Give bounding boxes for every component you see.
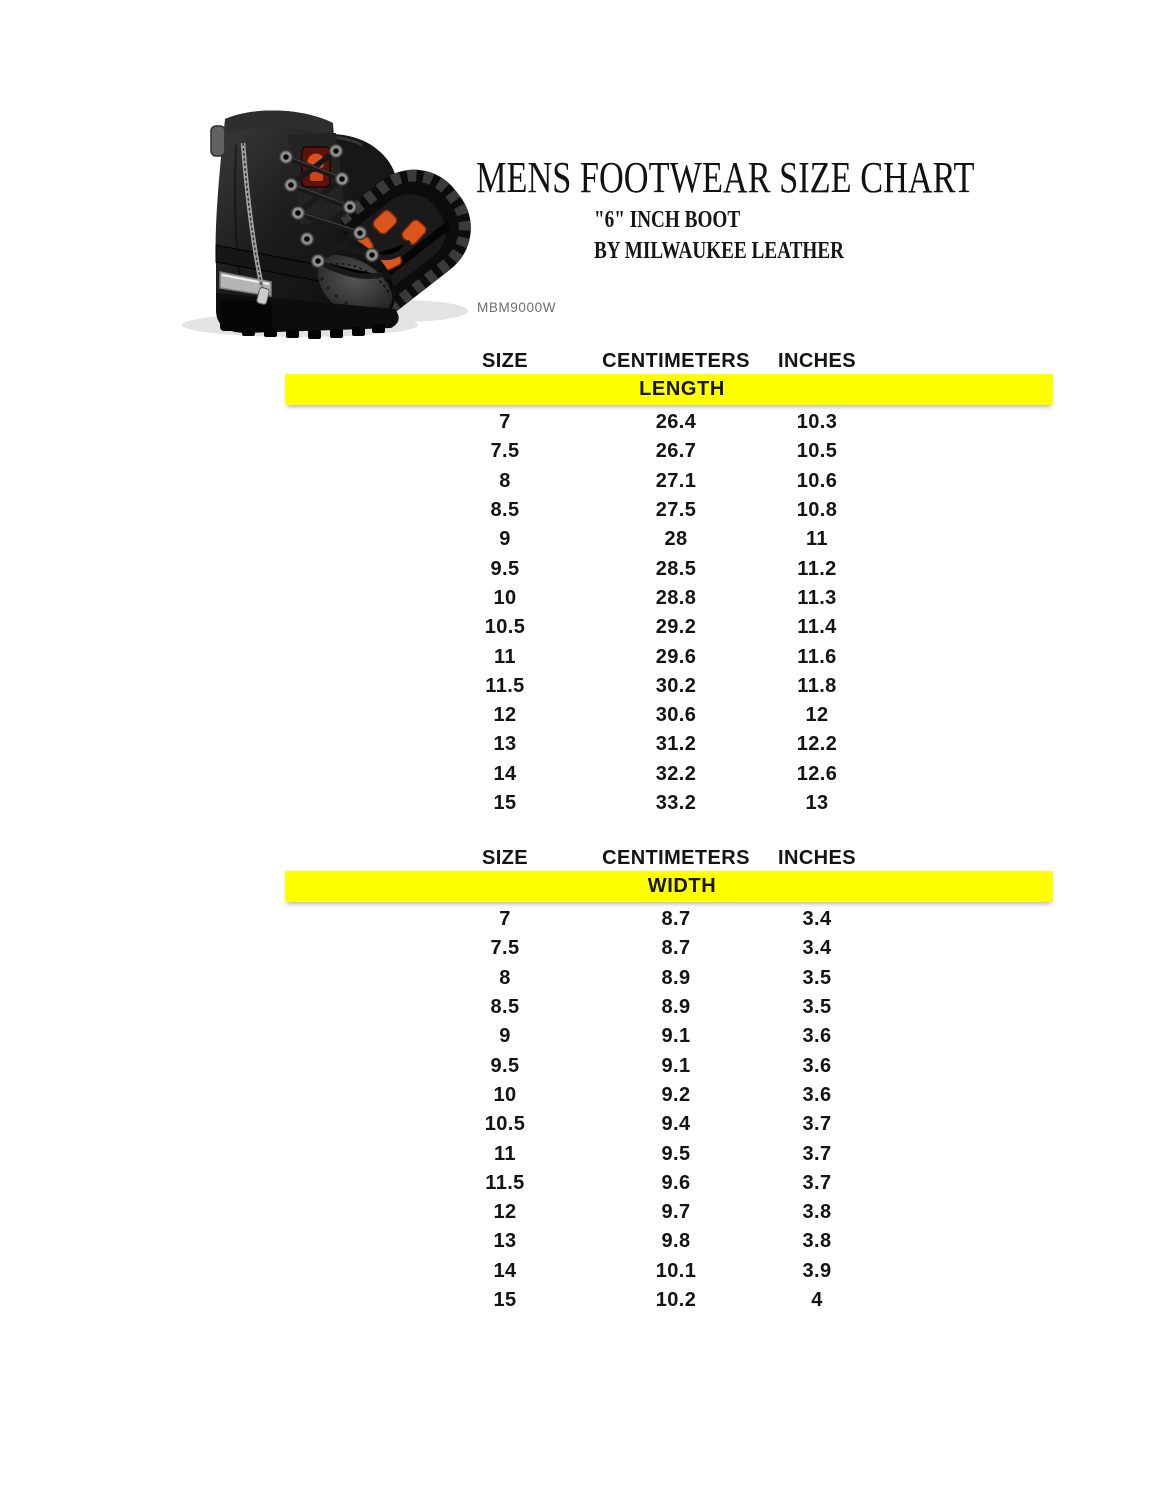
table-cell: 29.2 <box>655 616 697 639</box>
model-code: MBM9000W <box>477 300 557 315</box>
length-section-label: LENGTH <box>639 378 725 400</box>
table-row <box>285 613 1053 642</box>
table-cell: 14 <box>493 1259 517 1282</box>
table-row <box>285 701 1053 730</box>
width-table-header <box>285 845 1053 871</box>
table-cell: 3.7 <box>802 1142 832 1165</box>
table-cell: 11.5 <box>485 1171 525 1194</box>
table-cell: 9.1 <box>661 1025 691 1048</box>
table-row <box>285 584 1053 613</box>
table-cell: 9.5 <box>490 1054 520 1077</box>
table-cell: 9.1 <box>661 1054 691 1077</box>
length-table-header <box>285 348 1053 374</box>
table-cell: 8.9 <box>661 996 691 1019</box>
boot-photo <box>150 95 475 343</box>
table-row <box>285 934 1053 963</box>
table-row <box>285 467 1053 496</box>
table-row <box>285 1286 1053 1315</box>
table-cell: 8 <box>499 469 511 492</box>
table-cell: 27.1 <box>655 469 697 492</box>
table-row <box>285 905 1053 934</box>
column-header-centimeters: CENTIMETERS <box>602 846 750 869</box>
table-row <box>285 1022 1053 1051</box>
table-cell: 3.7 <box>802 1113 832 1136</box>
table-cell: 12 <box>493 1201 517 1224</box>
table-row <box>285 554 1053 583</box>
length-table-rows <box>285 405 1053 818</box>
table-cell: 11.3 <box>797 586 837 609</box>
table-row <box>285 525 1053 554</box>
table-cell: 28 <box>664 528 688 551</box>
boots-illustration <box>150 95 475 343</box>
column-header-inches: INCHES <box>778 846 856 869</box>
table-cell: 11.4 <box>797 616 837 639</box>
table-cell: 10.2 <box>655 1289 697 1311</box>
length-section-band <box>285 374 1053 405</box>
table-cell: 32.2 <box>655 762 697 785</box>
width-table <box>285 845 1053 1315</box>
table-cell: 8.5 <box>490 996 520 1019</box>
table-cell: 9.7 <box>661 1201 691 1224</box>
table-cell: 8.7 <box>661 937 691 960</box>
table-row <box>285 1169 1053 1198</box>
table-row <box>285 730 1053 759</box>
table-row <box>285 1257 1053 1286</box>
table-cell: 11.8 <box>797 674 837 697</box>
table-row <box>285 993 1053 1022</box>
table-row <box>285 1198 1053 1227</box>
table-cell: 3.4 <box>802 908 832 931</box>
table-row <box>285 1139 1053 1168</box>
table-cell: 9.4 <box>661 1113 691 1136</box>
table-cell: 15 <box>493 792 517 814</box>
table-cell: 4 <box>811 1289 823 1311</box>
table-cell: 26.4 <box>655 411 697 434</box>
table-cell: 9.5 <box>661 1142 691 1165</box>
table-cell: 8.5 <box>490 499 520 522</box>
table-cell: 9.2 <box>661 1083 691 1106</box>
table-cell: 27.5 <box>655 499 697 522</box>
table-row <box>285 672 1053 701</box>
table-cell: 30.6 <box>655 704 697 727</box>
table-cell: 33.2 <box>655 792 697 814</box>
table-row <box>285 408 1053 437</box>
table-cell: 8 <box>499 966 511 989</box>
table-cell: 9 <box>499 528 511 551</box>
table-cell: 11 <box>494 1142 516 1165</box>
table-row <box>285 760 1053 789</box>
table-cell: 15 <box>493 1289 517 1311</box>
table-row <box>285 964 1053 993</box>
table-cell: 12 <box>805 704 829 727</box>
table-cell: 3.6 <box>802 1025 832 1048</box>
table-cell: 3.8 <box>802 1201 832 1224</box>
table-cell: 12.6 <box>796 762 838 785</box>
table-cell: 10.5 <box>484 616 526 639</box>
table-cell: 10.6 <box>796 469 838 492</box>
table-cell: 3.6 <box>802 1054 832 1077</box>
length-table <box>285 348 1053 818</box>
table-cell: 10.5 <box>484 1113 526 1136</box>
table-cell: 7 <box>499 411 511 434</box>
table-row <box>285 642 1053 671</box>
table-cell: 28.5 <box>655 557 697 580</box>
column-header-size: SIZE <box>481 846 529 869</box>
column-header-inches: INCHES <box>778 349 856 372</box>
table-cell: 3.8 <box>802 1230 832 1253</box>
table-cell: 3.5 <box>802 966 832 989</box>
table-cell: 26.7 <box>655 440 697 463</box>
page-title: MENS FOOTWEAR SIZE CHART <box>476 153 975 202</box>
table-cell: 9.6 <box>661 1171 691 1194</box>
table-cell: 3.5 <box>802 996 832 1019</box>
table-cell: 7.5 <box>490 937 520 960</box>
table-cell: 31.2 <box>655 733 697 756</box>
table-cell: 8.7 <box>661 908 691 931</box>
table-cell: 8.9 <box>661 966 691 989</box>
table-cell: 10.1 <box>655 1259 697 1282</box>
table-cell: 29.6 <box>655 645 697 668</box>
table-cell: 9.5 <box>490 557 520 580</box>
width-table-rows <box>285 902 1053 1315</box>
table-cell: 9.8 <box>661 1230 691 1253</box>
table-cell: 13 <box>493 1230 517 1253</box>
table-cell: 7 <box>499 908 511 931</box>
table-cell: 7.5 <box>490 440 520 463</box>
table-cell: 3.9 <box>802 1259 832 1282</box>
table-cell: 10.5 <box>796 440 838 463</box>
table-cell: 30.2 <box>655 674 697 697</box>
width-section-label: WIDTH <box>647 875 717 897</box>
table-cell: 3.7 <box>802 1171 832 1194</box>
table-cell: 3.6 <box>802 1083 832 1106</box>
table-cell: 11.6 <box>797 645 837 668</box>
table-cell: 12.2 <box>796 733 838 756</box>
brand-line: BY MILWAUKEE LEATHER <box>594 238 845 264</box>
column-header-centimeters: CENTIMETERS <box>602 349 750 372</box>
table-cell: 11.2 <box>797 557 837 580</box>
width-section-band <box>285 871 1053 902</box>
table-cell: 9 <box>499 1025 511 1048</box>
table-row <box>285 789 1053 818</box>
table-cell: 12 <box>493 704 517 727</box>
table-cell: 11 <box>494 645 516 668</box>
table-row <box>285 1227 1053 1256</box>
column-header-size: SIZE <box>481 349 529 372</box>
table-cell: 11 <box>806 528 828 551</box>
table-cell: 28.8 <box>655 586 697 609</box>
table-cell: 10 <box>493 586 517 609</box>
table-cell: 13 <box>493 733 517 756</box>
table-row <box>285 496 1053 525</box>
table-cell: 10.3 <box>796 411 838 434</box>
table-row <box>285 1081 1053 1110</box>
table-row <box>285 437 1053 466</box>
table-cell: 10.8 <box>796 499 838 522</box>
table-row <box>285 1051 1053 1080</box>
table-cell: 11.5 <box>485 674 525 697</box>
table-row <box>285 1110 1053 1139</box>
table-cell: 10 <box>493 1083 517 1106</box>
table-cell: 3.4 <box>802 937 832 960</box>
product-subtitle: "6" INCH BOOT <box>594 207 741 233</box>
table-cell: 14 <box>493 762 517 785</box>
table-cell: 13 <box>805 792 829 814</box>
